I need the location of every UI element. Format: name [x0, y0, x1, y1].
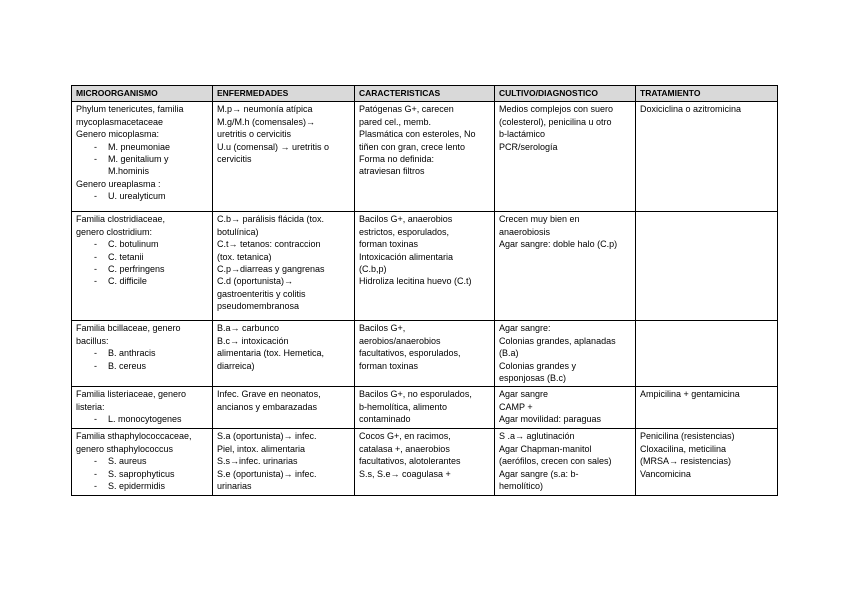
cell-tratamiento	[636, 429, 778, 496]
species-item	[76, 263, 209, 275]
cell-line: Bacilos G+,	[359, 323, 406, 334]
cell-line: Penicilina (resistencias)	[640, 431, 735, 442]
cell-line: C.d (oportunista)→	[217, 276, 294, 287]
species-name: M. pneumoniae	[108, 141, 171, 152]
cell-tratamiento	[636, 321, 778, 387]
cell-line: estrictos, esporulados,	[359, 226, 450, 237]
cell-caracteristicas	[355, 429, 495, 496]
cell-line: forman toxinas	[359, 360, 419, 371]
header-enfermedades: ENFERMEDADES	[213, 86, 355, 102]
cell-microorganismo	[72, 321, 213, 387]
cell-line: Agar movilidad: paraguas	[499, 414, 602, 425]
cell-line: Patógenas G+, carecen	[359, 104, 454, 115]
species-item	[76, 251, 209, 263]
cell-line: Medios complejos con suero	[499, 104, 614, 115]
cell-line: Cloxacilina, meticilina	[640, 443, 727, 454]
cell-line: b-hemolítica, alimento	[359, 401, 448, 412]
cell-line: Intoxicación alimentaria	[359, 251, 454, 262]
cell-line: (C.b,p)	[359, 264, 387, 275]
cell-line: esponjosas (B.c)	[499, 373, 567, 384]
species-name: C. difficile	[108, 276, 147, 287]
cell-microorganismo	[72, 102, 213, 212]
cell-line: Cocos G+, en racimos,	[359, 431, 451, 442]
cell-line: C.t→ tetanos: contraccion	[217, 239, 321, 250]
cell-line: S.e (oportunista)→ infec.	[217, 468, 317, 479]
cell-microorganismo	[72, 212, 213, 321]
cell-line: C.p→diarreas y gangrenas	[217, 264, 325, 275]
cell-line: diarreica)	[217, 360, 255, 371]
cell-cultivo-diagnostico	[495, 429, 636, 496]
cell-line: Piel, intox. alimentaria	[217, 443, 306, 454]
cell-line: C.b→ parálisis flácida (tox.	[217, 214, 325, 225]
header-microorganismo: MICROORGANISMO	[72, 86, 213, 102]
cell-line: Phylum tenericutes, familia	[76, 104, 184, 115]
species-name: C. tetanii	[108, 251, 144, 262]
cell-enfermedades	[213, 387, 355, 429]
header-cultivo-diagnostico: CULTIVO/DIAGNOSTICO	[495, 86, 636, 102]
cell-cultivo-diagnostico	[495, 212, 636, 321]
cell-tratamiento	[636, 102, 778, 212]
cell-line: U.u (comensal) → uretritis o	[217, 141, 330, 152]
species-name: U. urealyticum	[108, 191, 166, 202]
cell-cultivo-diagnostico	[495, 102, 636, 212]
species-name: B. cereus	[108, 360, 147, 371]
header-caracteristicas: CARACTERISTICAS	[355, 86, 495, 102]
cell-line: anaerobiosis	[499, 226, 551, 237]
species-name: C. perfringens	[108, 264, 165, 275]
cell-line: S .a→ aglutinación	[499, 431, 575, 442]
cell-line: Bacilos G+, no esporulados,	[359, 389, 472, 400]
table-row	[72, 102, 778, 212]
species-name: L. monocytogenes	[108, 414, 182, 425]
cell-caracteristicas	[355, 212, 495, 321]
cell-caracteristicas	[355, 102, 495, 212]
cell-line: (MRSA→ resistencias)	[640, 456, 732, 467]
cell-line: Infec. Grave en neonatos,	[217, 389, 321, 400]
cell-line: genero clostridium:	[76, 226, 153, 237]
cell-line: S.a (oportunista)→ infec.	[217, 431, 317, 442]
cell-line: facultativos, esporulados,	[359, 348, 461, 359]
cell-line: Familia bcillaceae, genero	[76, 323, 181, 334]
cell-line: atraviesan filtros	[359, 166, 425, 177]
bullet-dash: -	[94, 191, 97, 202]
cell-line: Agar sangre: doble halo (C.p)	[499, 239, 618, 250]
cell-line: S.s→infec. urinarias	[217, 456, 298, 467]
cell-line: uretritis o cervicitis	[217, 129, 292, 140]
cell-line: tiñen con gran, crece lento	[359, 141, 466, 152]
species-name: S. epidermidis	[108, 481, 166, 492]
cell-line: gastroenteritis y colitis	[217, 288, 306, 299]
cell-line: (colesterol), penicilina u otro	[499, 116, 612, 127]
cell-line: catalasa +, anaerobios	[359, 443, 450, 454]
bullet-dash: -	[94, 414, 97, 425]
cell-line: Vancomicina	[640, 468, 691, 479]
species-item	[76, 190, 209, 202]
species-item	[76, 468, 209, 480]
bullet-dash: -	[94, 481, 97, 492]
table-row	[72, 321, 778, 387]
cell-line: ancianos y embarazadas	[217, 401, 318, 412]
cell-line: mycoplasmacetaceae	[76, 116, 164, 127]
cell-cultivo-diagnostico	[495, 321, 636, 387]
species-item	[76, 455, 209, 467]
species-item	[76, 480, 209, 492]
microorganism-table	[71, 85, 778, 496]
bullet-dash: -	[94, 141, 97, 152]
table-row	[72, 212, 778, 321]
cell-line: facultativos, alotolerantes	[359, 456, 461, 467]
species-item	[76, 275, 209, 287]
species-item	[76, 347, 209, 359]
cell-line: Forma no definida:	[359, 154, 435, 165]
cell-line: genero sthaphylococcus	[76, 443, 174, 454]
cell-line: Plasmática con esteroles, No	[359, 129, 476, 140]
species-name: C. botulinum	[108, 239, 159, 250]
species-name: B. anthracis	[108, 348, 156, 359]
cell-line: Doxiciclina o azitromicina	[640, 104, 742, 115]
cell-line: Familia sthaphylococcaceae,	[76, 431, 192, 442]
cell-line: Hidroliza lecitina huevo (C.t)	[359, 276, 472, 287]
species-name: M. genitalium y	[108, 154, 169, 165]
cell-line: Agar sangre	[499, 389, 549, 400]
cell-tratamiento	[636, 212, 778, 321]
cell-line: Bacilos G+, anaerobios	[359, 214, 453, 225]
bullet-dash: -	[94, 348, 97, 359]
cell-line: Genero micoplasma:	[76, 129, 160, 140]
cell-line: B.a→ carbunco	[217, 323, 280, 334]
species-item	[76, 141, 209, 153]
cell-line: b-lactámico	[499, 129, 546, 140]
cell-line: Genero ureaplasma :	[76, 178, 161, 189]
cell-line: PCR/serología	[499, 141, 558, 152]
header-tratamiento: TRATAMIENTO	[636, 86, 778, 102]
cell-line: bacillus:	[76, 335, 109, 346]
cell-line: Crecen muy bien en	[499, 214, 580, 225]
cell-tratamiento	[636, 387, 778, 429]
species-name: S. saprophyticus	[108, 468, 175, 479]
cell-enfermedades	[213, 102, 355, 212]
bullet-dash: -	[94, 276, 97, 287]
cell-microorganismo	[72, 429, 213, 496]
cell-line: CAMP +	[499, 401, 533, 412]
cell-line: M.p→ neumonía atípica	[217, 104, 313, 115]
cell-line: contaminado	[359, 414, 411, 425]
cell-microorganismo	[72, 387, 213, 429]
cell-line: Ampicilina + gentamicina	[640, 389, 740, 400]
cell-line: Colonias grandes y	[499, 360, 577, 371]
bullet-dash: -	[94, 264, 97, 275]
cell-line: forman toxinas	[359, 239, 419, 250]
table-row	[72, 387, 778, 429]
cell-line: alimentaria (tox. Hemetica,	[217, 348, 325, 359]
species-name: S. aureus	[108, 456, 147, 467]
cell-enfermedades	[213, 212, 355, 321]
cell-enfermedades	[213, 321, 355, 387]
bullet-dash: -	[94, 456, 97, 467]
cell-line: Colonias grandes, aplanadas	[499, 335, 616, 346]
bullet-dash: -	[94, 360, 97, 371]
header-row	[72, 86, 778, 102]
cell-line: Familia clostridiaceae,	[76, 214, 166, 225]
cell-line: pseudomembranosa	[217, 301, 300, 312]
cell-line: listeria:	[76, 401, 105, 412]
cell-line: Agar sangre:	[499, 323, 551, 334]
bullet-dash: -	[94, 239, 97, 250]
species-item	[76, 238, 209, 250]
cell-caracteristicas	[355, 387, 495, 429]
cell-cultivo-diagnostico	[495, 387, 636, 429]
cell-line: botulínica)	[217, 226, 259, 237]
cell-line: cervicitis	[217, 154, 252, 165]
cell-line: Agar Chapman-manitol	[499, 443, 592, 454]
cell-line: M.g/M.h (comensales)→	[217, 116, 316, 127]
table-row	[72, 429, 778, 496]
species-name-continued: M.hominis	[108, 166, 150, 177]
cell-line: S.s, S.e→ coagulasa +	[359, 468, 451, 479]
bullet-dash: -	[94, 468, 97, 479]
cell-caracteristicas	[355, 321, 495, 387]
cell-line: (aerófilos, crecen con sales)	[499, 456, 612, 467]
cell-line: (tox. tetanica)	[217, 251, 272, 262]
species-item	[76, 360, 209, 372]
species-item	[76, 413, 209, 425]
cell-line: urinarias	[217, 481, 252, 492]
cell-line: (B.a)	[499, 348, 519, 359]
cell-line: Agar sangre (s.a: b-	[499, 468, 579, 479]
species-item	[76, 153, 209, 165]
cell-line: Familia listeriaceae, genero	[76, 389, 187, 400]
bullet-dash: -	[94, 154, 97, 165]
bullet-dash: -	[94, 251, 97, 262]
cell-line: pared cel., memb.	[359, 116, 432, 127]
cell-enfermedades	[213, 429, 355, 496]
cell-line: hemolítico)	[499, 481, 544, 492]
cell-line: B.c→ intoxicación	[217, 335, 289, 346]
cell-line: aerobios/anaerobios	[359, 335, 441, 346]
